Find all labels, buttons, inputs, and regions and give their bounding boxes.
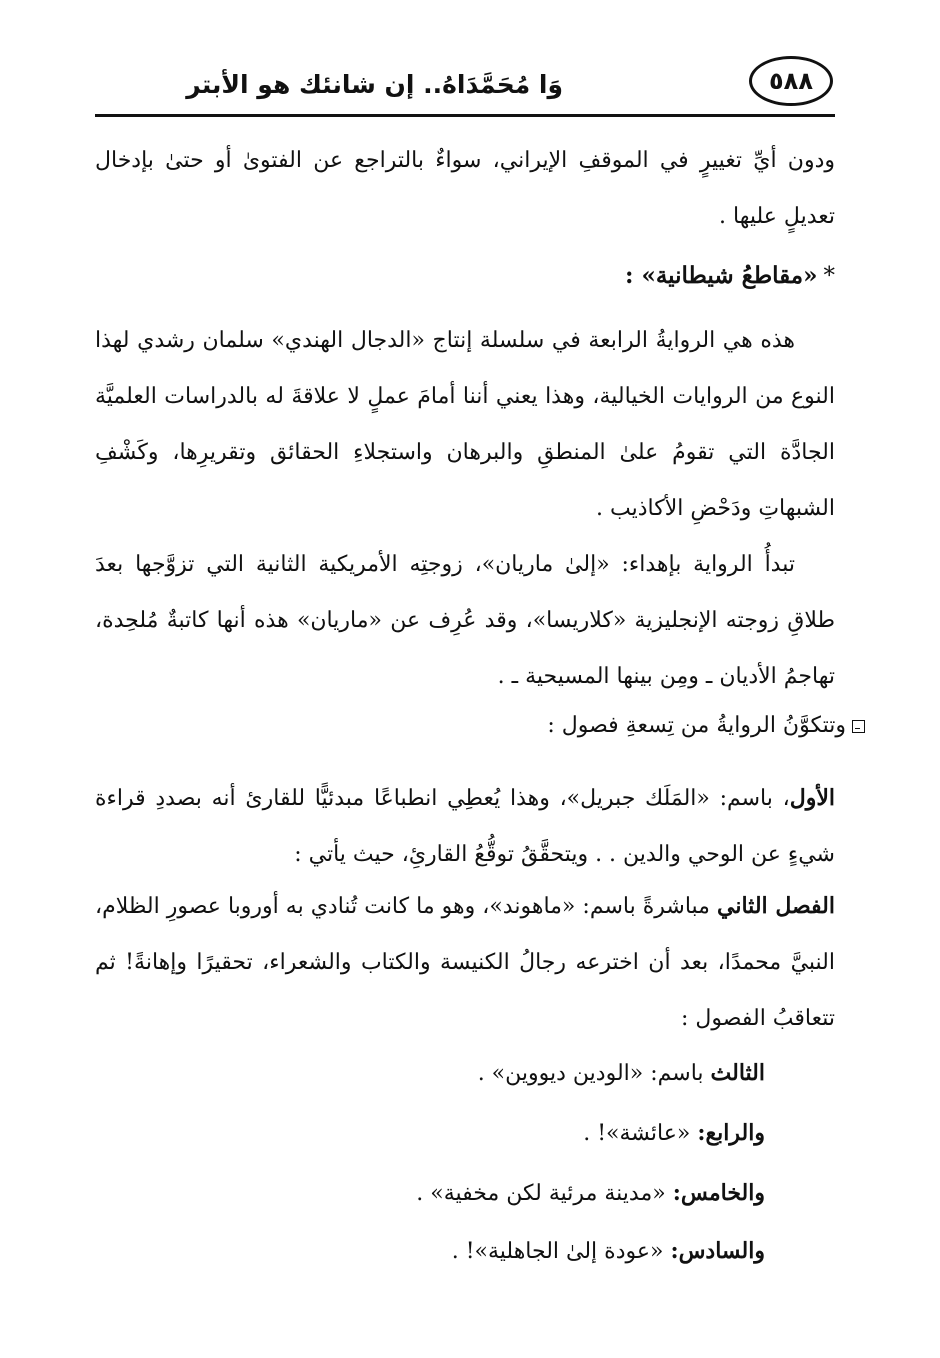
list-item-label: والسادس: [670,1238,765,1264]
second-chapter-text: مباشرةً باسم: «ماهوند»، وهو ما كانت تُنادي به أوروبا عصورِ الظلام، النبيَّ محمدًا، بعد أن اخترعه رجالُ الكنيسة والكتاب والشعراء، تحقيرًا وإهانةً! ثم تتعاقبُ الفصول : [95,894,835,1031]
header-rule [95,114,835,117]
square-bullet-icon [852,720,865,733]
list-item [583,1120,765,1146]
page-header [95,48,835,120]
paragraph-first-chapter [95,770,835,883]
list-item-label: والرابع: [697,1120,765,1146]
list-item-text: باسم: «الودين ديووين» . [477,1061,704,1086]
paragraph-intro: هذه هي الروايةُ الرابعة في سلسلة إنتاج «الدجال الهندي» سلمان رشدي لهذا النوع من الروايات الخيالية، وهذا يعني أننا أمامَ عملٍ لا علاقةَ له بالدراسات العلميَّة الجادَّة التي تقومُ علىٰ المنطقِ والبرهان واستجلاءِ الحقائق وتقريرِها، وكَشْفِ الشبهاتِ ودَحْضِ الأكاذيب . [95,328,836,521]
first-chapter-label: الأول [789,785,835,811]
list-item-text: «مدينة مرئية لكن مخفية» . [416,1181,666,1206]
list-item [478,1060,765,1086]
section-heading-text: «مقاطعُ شيطانية» : [624,262,818,289]
chapters-intro [547,713,865,738]
asterisk-icon: * [823,263,835,289]
list-item-text: «عائشة»! . [583,1121,691,1146]
list-item [416,1180,765,1206]
chapters-intro-text: وتتكوَّنُ الروايةُ من تِسعةِ فصول : [547,713,846,738]
page-number: ٥٨٨ [769,67,813,95]
page-number-oval [749,56,833,106]
running-title: وَا مُحَمَّدَاهُ.. إن شانئك هو الأبتر [186,70,563,99]
paragraph-second-chapter [95,878,835,1047]
list-item-label: والخامس: [672,1180,765,1206]
paragraph-dedication: تبدأُ الرواية بإهداء: «إلىٰ ماريان»، زوجتِه الأمريكية الثانية التي تزوَّجها بعدَ طلاقِ زوجته الإنجليزية «كلاريسا»، وقد عُرِف عن «ماريان» هذه أنها كاتبةٌ مُلحِدة، تهاجمُ الأديان ـ ومِن بينها المسيحية ـ . [95,552,835,689]
paragraph-continuation: ودون أيِّ تغييرٍ في الموقفِ الإيراني، سواءٌ بالتراجع عن الفتوىٰ أو حتىٰ بإدخال تعديلٍ عليها . [95,148,835,229]
list-item-label: الثالث [710,1060,765,1086]
second-chapter-label: الفصل الثاني [717,893,836,919]
first-chapter-text: ، باسم: «المَلَك جبريل»، وهذا يُعطِي انطباعًا مبدئيًّا للقارئ أنه بصددِ قراءة شيءٍ عن الوحي والدين . . ويتحقَّقُ توقُّعُ القارئِ، حيث يأتي : [95,786,835,867]
section-heading [625,262,835,289]
list-item-text: «عودة إلىٰ الجاهلية»! . [451,1239,664,1264]
list-item [452,1238,765,1264]
